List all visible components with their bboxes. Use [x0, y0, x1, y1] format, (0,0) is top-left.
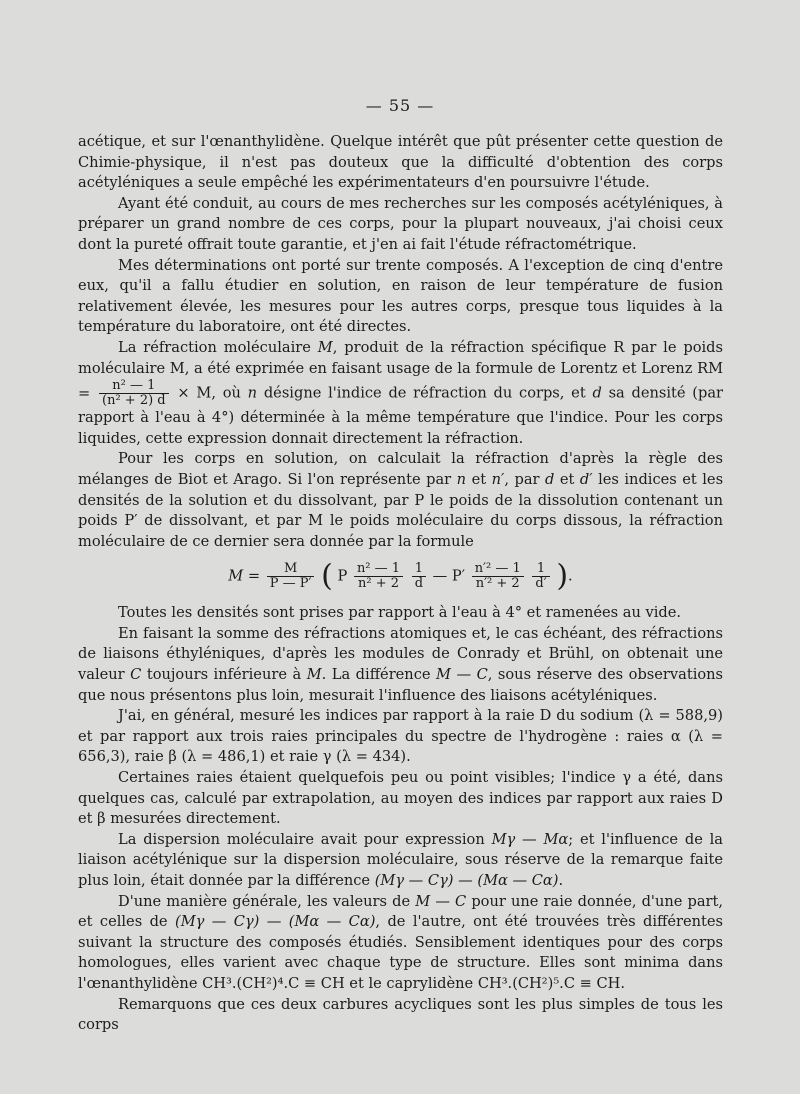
fraction: $\frac{\text{n² — 1}}{\text{(n² + 2) d}}$ — [99, 379, 169, 408]
paragraph-10: La dispersion moléculaire avait pour expression Mγ — Mα; et l'influence de la liaison acétylénique sur la dispersion moléculaire, sous réserve de la remarque faite plus loin, était donnée par la différence (Mγ — Cγ) — (Mα — Cα). — [78, 830, 724, 889]
paragraph-11: D'une manière générale, les valeurs de M — C pour une raie donnée, d'une part, et celles de (Mγ — Cγ) — (Mα — Cα), de l'autre, ont été trouvées très différentes suivant la structure des composés étudiés. Sensiblement identiques pour des corps homologues, elles varient avec chaque type de structure. Elles sont minima dans l'œnanthylidène CH³.(CH²)⁴.C ≡ CH et le caprylidène CH³.(CH²)⁵.C ≡ CH. — [78, 892, 724, 992]
paragraph-4: La réfraction moléculaire M, produit de la réfraction spécifique R par le poids moléculaire M, a été exprimée en faisant usage de la formule de Lorentz et Lorenz RM = $\frac{\text{n² — 1}}{\text{(n² + 2) d}}$ × M, où n désigne l'indice de réfraction du corps, et d sa densité (par rapport à l'eau à 4°) déterminée à la même température que l'indice. Pour les corps liquides, cette expression donnait directement la réfraction. — [78, 338, 724, 447]
paragraph-12: Remarquons que ces deux carbures acycliques sont les plus simples de tous les corps — [78, 995, 723, 1034]
paragraph-7: En faisant la somme des réfractions atomiques et, le cas échéant, des réfractions de liaisons éthyléniques, d'après les modules de Conrady et Brühl, on obtenait une valeur C toujours inférieure à M. La différence M — C, sous réserve des observations que nous présentons plus loin, mesurait l'influence des liaisons acétyléniques. — [78, 624, 724, 704]
paragraph-8: J'ai, en général, mesuré les indices par rapport à la raie D du sodium (λ = 588,9) et par rapport aux trois raies principales du spectre de l'hydrogène : raies α (λ = 656,3), raie β (λ = 486,1) et raie γ (λ = 434). — [78, 707, 723, 766]
page-number: — 55 — — [365, 96, 435, 115]
inline-formula-lorentz: RM = $\frac{\text{n² — 1}}{\text{(n² + 2) d}}$ — [78, 359, 724, 409]
fraction: $\frac{M}{P — P'}$ — [267, 562, 315, 591]
paragraph-5: Pour les corps en solution, on calculait la réfraction d'après la règle des mélanges de Biot et Arago. Si l'on représente par n et n′, par d et d′ les indices et les densités de la solution et du dissolvant, par P le poids de la dissolution contenant un poids P′ de dissolvant, et par M le poids moléculaire du corps dissous, la réfraction moléculaire de ce dernier sera donnée par la formule — [78, 450, 724, 550]
paragraph-6: Toutes les densités sont prises par rapport à l'eau à 4° et ramenées au vide. — [118, 604, 682, 622]
fraction: $\frac{\text{n² — 1}}{\text{n² + 2}}$ — [354, 562, 403, 591]
body-text — [78, 132, 723, 1036]
fraction: $\frac{1}{d}$ — [412, 562, 426, 591]
fraction: $\frac{\text{n′² — 1}}{\text{n′² + 2}}$ — [472, 562, 524, 591]
paragraph-3: Mes déterminations ont porté sur trente composés. A l'exception de cinq d'entre eux, qu'il a fallu étudier en solution, en raison de leur température de fusion relativement élevée, les mesures pour les autres corps, presque tous liquides à la température du laboratoire, ont été directes. — [78, 256, 723, 336]
fraction: $\frac{1}{d'}$ — [532, 562, 549, 591]
paragraph-1: acétique, et sur l'œnanthylidène. Quelque intérêt que pût présenter cette question de Chimie-physique, il n'est pas douteux que la difficulté d'obtention des corps acétyléniques a seule empêché les expérimentateurs d'en poursuivre l'étude. — [78, 133, 723, 192]
paragraph-9: Certaines raies étaient quelquefois peu ou point visibles; l'indice γ a été, dans quelques cas, calculé par extrapolation, au moyen des indices par rapport aux raies D et β mesurées directement. — [78, 769, 723, 828]
solution-formula: M = $\frac{M}{P — P'}$ ( P $\frac{\text{n² — 1}}{\text{n² + 2}}$ $\frac{1}{d}$ — P′ $\frac{\text{n′² — 1}}{\text{n′² + 2}}$ $\frac{1}{d'}$ ). — [228, 558, 573, 594]
paragraph-2: Ayant été conduit, au cours de mes recherches sur les composés acétyléniques, à préparer un grand nombre de ces corps, pour la plupart nouveaux, j'ai choisi ceux dont la pureté offrait toute garantie, et j'en ai fait l'étude réfractométrique. — [78, 194, 723, 253]
